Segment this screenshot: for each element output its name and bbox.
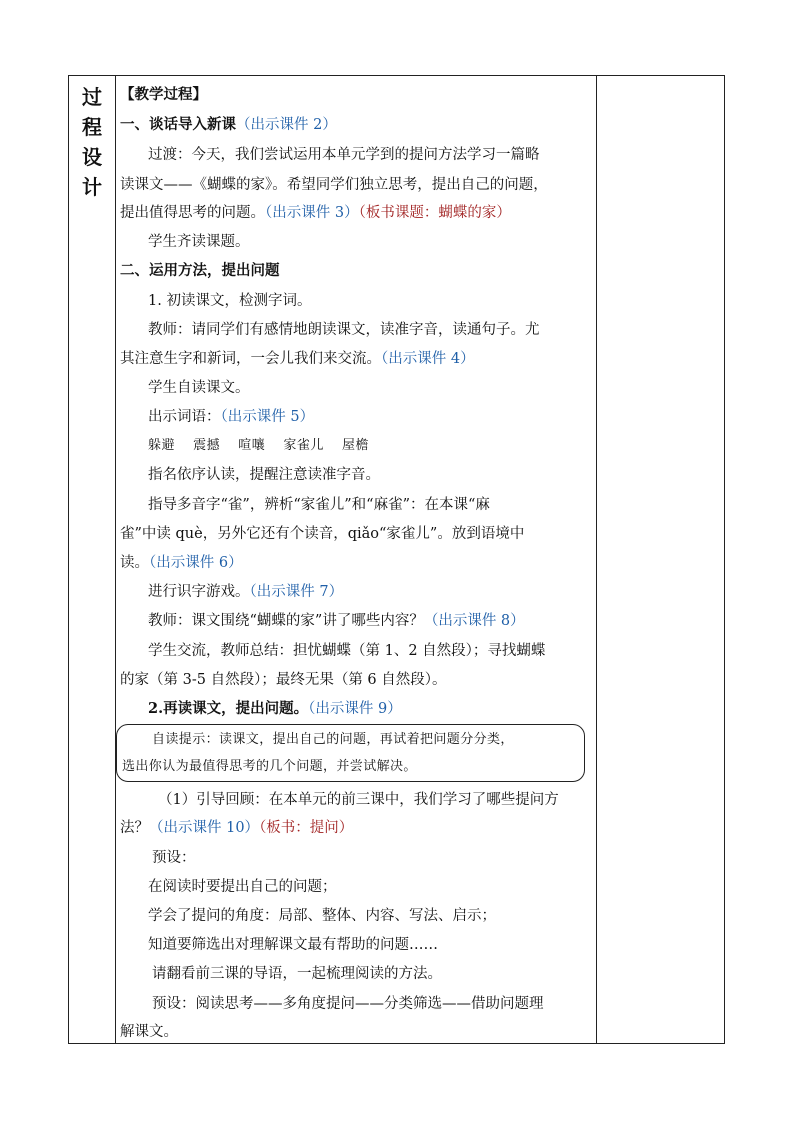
paragraph-line: 出示词语：（出示课件 5）	[148, 409, 315, 425]
paragraph-line: 的家（第 3-5 自然段）；最终无果（第 6 自然段）。	[120, 672, 447, 688]
paragraph-line: 学生齐读课题。	[148, 234, 250, 250]
paragraph-line: 提出值得思考的问题。（出示课件 3）（板书课题：蝴蝶的家）	[120, 205, 511, 221]
paragraph-line: 教师：课文围绕“蝴蝶的家”讲了哪些内容？（出示课件 8）	[148, 613, 525, 629]
paragraph-line: 读课文——《蝴蝶的家》。希望同学们独立思考，提出自己的问题，	[120, 177, 548, 193]
paragraph-line: 其注意生字和新词，一会儿我们来交流。（出示课件 4）	[120, 351, 475, 367]
vocabulary-words: 躲避 震撼 喧嚷 家雀儿 屋檐	[148, 438, 370, 453]
column-divider-right	[596, 76, 597, 1043]
label-char: 过	[82, 85, 102, 109]
paragraph-line: 学会了提问的角度：局部、整体、内容、写法、启示；	[148, 908, 496, 924]
reading-tip-line: 自读提示：读课文，提出自己的问题，再试着把问题分分类，	[152, 732, 514, 747]
paragraph-line: 指导多音字“雀”，辨析“家雀儿”和“麻雀”：在本课“麻	[148, 497, 490, 513]
paragraph-line: 教师：请同学们有感情地朗读课文，读准字音，读通句子。尤	[148, 322, 540, 338]
section-label-process-design	[69, 82, 115, 202]
paragraph-line: 指名依序认读，提醒注意读准字音。	[148, 467, 380, 483]
paragraph-line: 预设：阅读思考——多角度提问——分类筛选——借助问题理	[152, 996, 544, 1012]
reading-tip-line: 选出你认为最值得思考的几个问题，并尝试解决。	[122, 759, 417, 774]
paragraph-line: （1）引导回顾：在本单元的前三课中，我们学习了哪些提问方	[158, 792, 559, 808]
paragraph-line: 在阅读时要提出自己的问题；	[148, 879, 337, 895]
paragraph-line: 读。（出示课件 6）	[120, 555, 243, 571]
paragraph-line: 解课文。	[120, 1024, 178, 1040]
paragraph-line: 请翻看前三课的导语，一起梳理阅读的方法。	[152, 966, 442, 982]
label-char: 计	[82, 175, 102, 199]
paragraph-line: 过渡：今天，我们尝试运用本单元学到的提问方法学习一篇略	[148, 147, 540, 163]
paragraph-line: 雀”中读 què，另外它还有个读音，qiǎo“家雀儿”。放到语境中	[120, 526, 525, 542]
section-heading-2: 二、运用方法，提出问题	[120, 262, 280, 279]
paragraph-line: 法？（出示课件 10）（板书：提问）	[120, 820, 354, 836]
paragraph-line: 学生自读课文。	[148, 380, 250, 396]
paragraph-line: 进行识字游戏。（出示课件 7）	[148, 584, 344, 600]
paragraph-line: 知道要筛选出对理解课文最有帮助的问题……	[148, 937, 438, 953]
paragraph-line: 预设：	[152, 850, 196, 866]
label-char: 程	[82, 115, 102, 139]
section-heading-1: 一、谈话导入新课（出示课件 2）	[120, 116, 337, 133]
heading-teaching-process: 【教学过程】	[120, 86, 207, 103]
column-divider-left	[115, 76, 116, 1043]
label-char: 设	[82, 145, 102, 169]
paragraph-line: 1. 初读课文，检测字词。	[148, 293, 312, 309]
paragraph-line: 学生交流，教师总结：担忧蝴蝶（第 1、2 自然段）；寻找蝴蝶	[148, 643, 546, 659]
paragraph-line: 2.再读课文，提出问题。（出示课件 9）	[148, 700, 402, 717]
